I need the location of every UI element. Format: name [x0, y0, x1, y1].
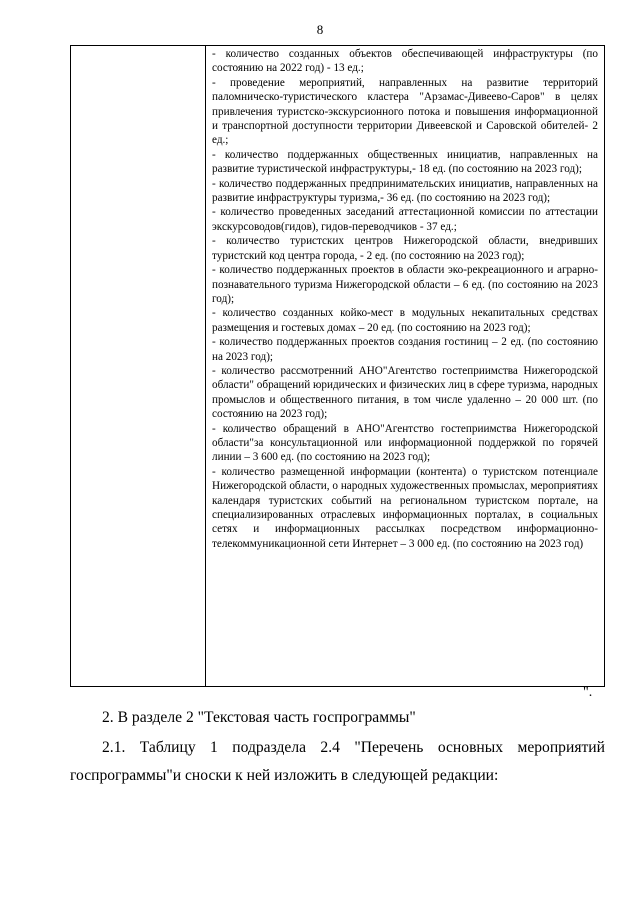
table-cell-left [71, 46, 206, 687]
list-item: - количество рассмотренний АНО"Агентство гостеприимства Нижегородской области" обращений юридических и физических лиц в сфере туризма, народных промыслов и общественного питания, в том числе удаленно – 20 000 шт. (по состоянию на 2023 год); [212, 364, 598, 421]
list-item: - количество поддержанных предпринимательских инициатив, направленных на развитие инфраструктуры туризма,- 36 ед. (по состоянию на 2023 год); [212, 177, 598, 205]
list-item: - количество созданных объектов обеспечивающей инфраструктуры (по состоянию на 2022 год) - 13 ед.; [212, 48, 598, 75]
list-item: - количество поддержанных проектов в области эко-рекреационного и аграрно-познавательного туризма Нижегородской области – 6 ед. (по состоянию на 2023 год); [212, 264, 598, 305]
closing-quote-mark: ". [583, 685, 593, 700]
list-item: - количество туристских центров Нижегородской области, внедривших туристский код центра города, - 2 ед. (по состоянию на 2023 год); [212, 235, 598, 262]
indicators-table [70, 45, 605, 687]
list-item: - количество обращений в АНО"Агентство гостеприимства Нижегородской области"за консультационной или информационной поддержкой по горячей линии – 3 600 ед. (по состоянию на 2023 год); [212, 422, 598, 464]
paragraph-section-2: 2. В разделе 2 "Текстовая часть госпрограммы" [102, 709, 416, 726]
list-item: - количество созданных койко-мест в модульных некапитальных средствах размещения и гостевых домах – 20 ед. (по состоянию на 2023 год); [212, 307, 598, 334]
list-item: - количество проведенных заседаний аттестационной комиссии по аттестации экскурсоводов(гидов), гидов-переводчиков - 37 ед.; [212, 206, 598, 233]
indicator-list [206, 46, 604, 551]
list-item: - проведение мероприятий, направленных на развитие территорий паломническо-туристического кластера "Арзамас-Дивеево-Саров" в целях привлечения туристско-экскурсионного потока и повышения информационной и транспортной доступности территории Дивеевской и Саровской обителей- 2 ед.; [212, 76, 598, 147]
table-row [71, 46, 605, 687]
table-cell-right [206, 46, 605, 687]
list-item: - количество поддержанных проектов создания гостиниц – 2 ед. (по состоянию на 2023 год); [212, 336, 598, 363]
list-item: - количество размещенной информации (контента) о туристском потенциале Нижегородской области, о народных художественных промыслах, мероприятиях календаря туристских событий на региональном туристском портале, на специализированных отраслевых информационных порталах, в социальных сетях и информационных рассылках посредством информационно-телекоммуникационной сети Интернет – 3 000 ед. (по состоянию на 2023 год) [212, 465, 598, 550]
list-item: - количество поддержанных общественных инициатив, направленных на развитие туристической инфраструктуры,- 18 ед. (по состоянию на 2023 год); [212, 148, 598, 176]
paragraph-section-2-1: 2.1. Таблицу 1 подраздела 2.4 "Перечень основных мероприятий госпрограммы"и сноски к ней изложить в следующей редакции: [70, 739, 605, 784]
page-number: 8 [316, 22, 324, 37]
